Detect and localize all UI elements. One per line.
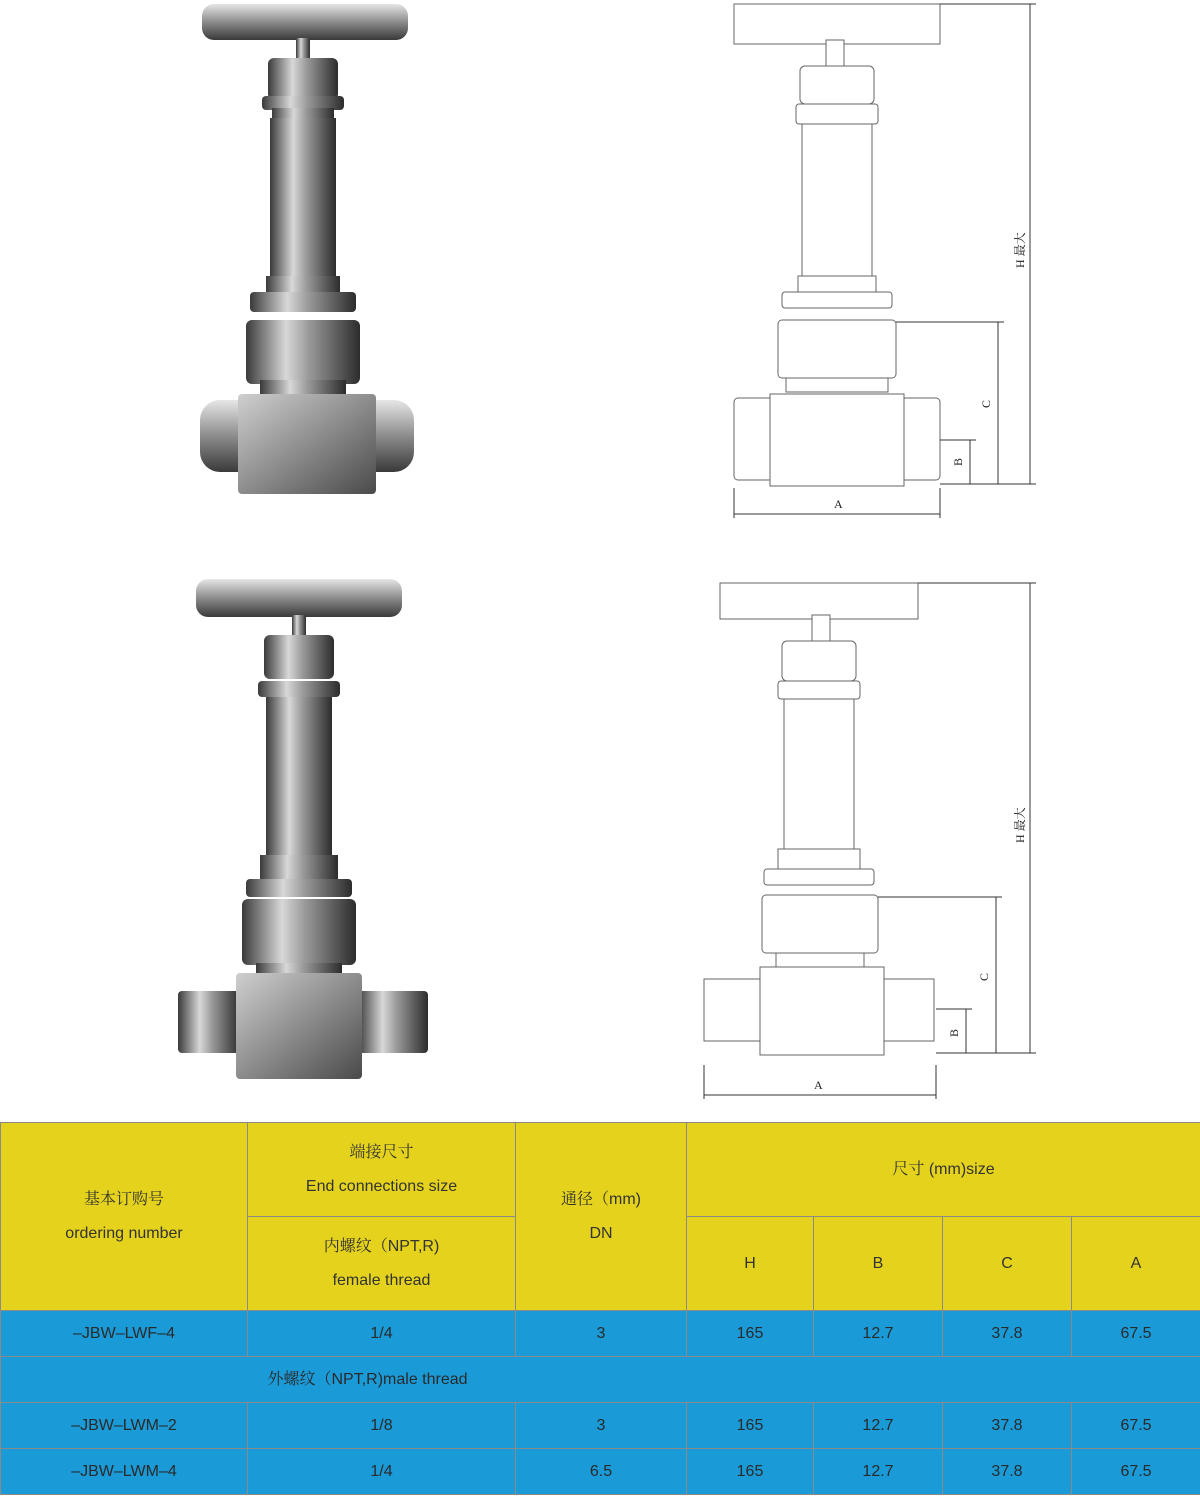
a-cell: 67.5 [1072,1403,1200,1449]
h-cell: 165 [687,1311,814,1357]
bore-header: 通径（mm) DN [516,1123,687,1311]
dim-b-label-male: B [947,1028,961,1037]
dim-b-label: B [951,457,965,466]
male-section-row [1,1357,1200,1403]
c-cell: 37.8 [943,1403,1072,1449]
conn-cell: 1/4 [248,1449,516,1495]
b-cell: 12.7 [814,1311,943,1357]
table-row [1,1311,1200,1357]
dim-a-label-male: A [814,1078,823,1092]
dim-h-label-male: H 最大 [1013,807,1027,843]
c-cell: 37.8 [943,1449,1072,1495]
b-cell: 12.7 [814,1449,943,1495]
table-row [1,1403,1200,1449]
table-row [1,1449,1200,1495]
size-header: 尺寸 (mm)size [687,1123,1200,1217]
dim-c-label-male: C [977,972,991,981]
conn-cell: 1/4 [248,1311,516,1357]
h-cell: 165 [687,1449,814,1495]
a-cell: 67.5 [1072,1449,1200,1495]
valve-drawing-male [690,575,1050,1100]
conn-cell: 1/8 [248,1403,516,1449]
dim-c-label: C [979,399,993,408]
valve-drawing-female [720,0,1050,520]
dn-cell: 3 [516,1403,687,1449]
male-section-label: 外螺纹（NPT,R)male thread [248,1357,687,1403]
order-cell: –JBW–LWM–4 [1,1449,248,1495]
order-cell: –JBW–LWF–4 [1,1311,248,1357]
dim-h-label: H 最大 [1013,232,1027,268]
female-thread-header: 内螺纹（NPT,R) female thread [248,1217,516,1311]
ordering-number-header: 基本订购号 ordering number [1,1123,248,1311]
a-cell: 67.5 [1072,1311,1200,1357]
c-cell: 37.8 [943,1311,1072,1357]
dn-cell: 3 [516,1311,687,1357]
end-connections-header: 端接尺寸 End connections size [248,1123,516,1217]
valve-photo-male [170,575,450,1085]
h-cell: 165 [687,1403,814,1449]
valve-photo-female [180,0,440,500]
b-cell: 12.7 [814,1403,943,1449]
spec-table [0,1122,1200,1495]
order-cell: –JBW–LWM–2 [1,1403,248,1449]
col-a-header: A [1072,1217,1200,1311]
dn-cell: 6.5 [516,1449,687,1495]
dim-a-label: A [834,497,843,511]
col-h-header: H [687,1217,814,1311]
col-b-header: B [814,1217,943,1311]
col-c-header: C [943,1217,1072,1311]
